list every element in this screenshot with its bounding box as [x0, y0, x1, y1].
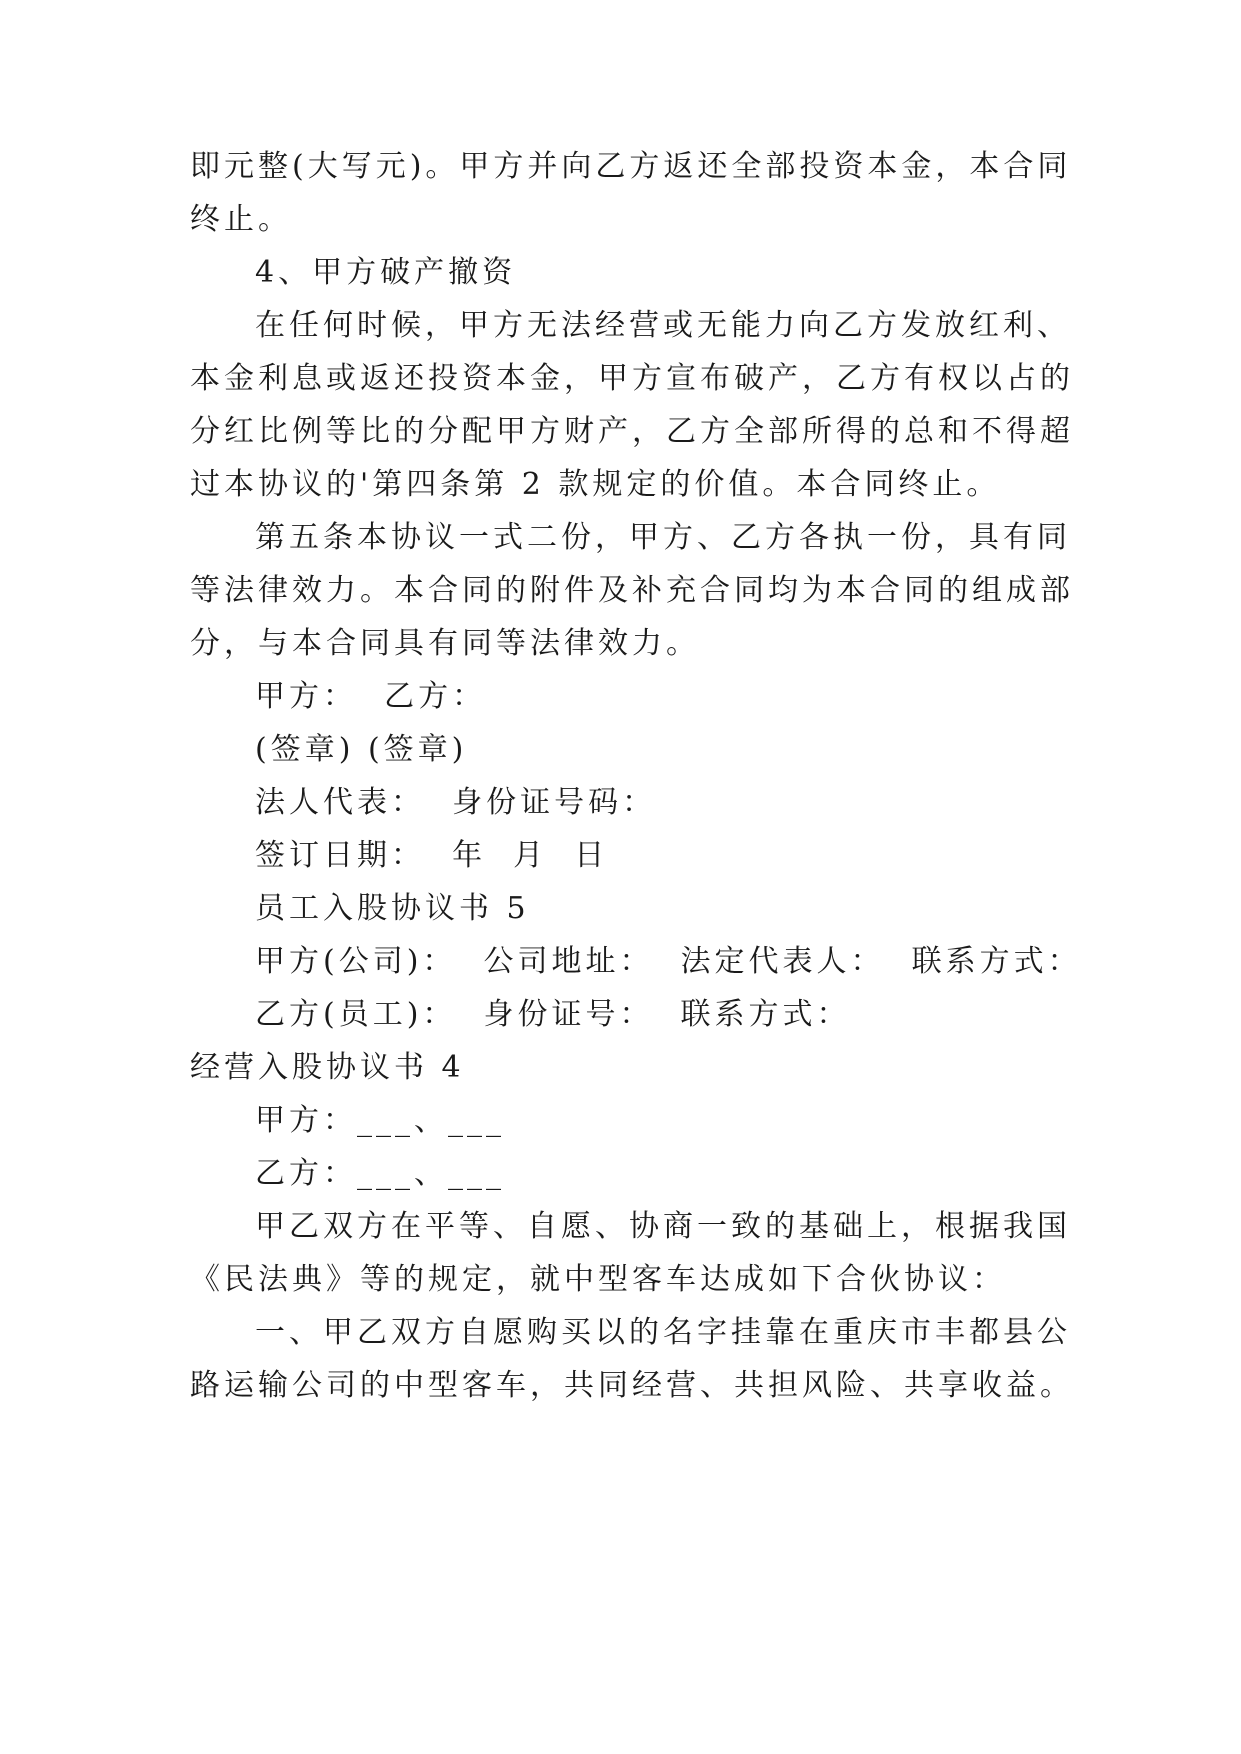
party-b-line: 乙方：___、___: [255, 1156, 505, 1191]
text-line: 即元整(大写元)。甲方并向乙方返还全部投资本金，本合同: [190, 149, 1072, 184]
text-line: 等法律效力。本合同的附件及补充合同均为本合同的组成部: [190, 573, 1074, 608]
signature-representative: 法人代表： 身份证号码：: [255, 785, 657, 820]
document-title: 员工入股协议书 5: [255, 891, 530, 926]
text-line: 《民法典》等的规定，就中型客车达成如下合伙协议：: [190, 1262, 1006, 1297]
section-heading: 4、甲方破产撤资: [255, 255, 517, 290]
party-a-line: 甲方：___、___: [255, 1103, 505, 1138]
text-line: 第五条本协议一式二份，甲方、乙方各执一份，具有同: [255, 520, 1071, 555]
signature-parties: 甲方： 乙方：: [255, 679, 487, 714]
party-a-info: 甲方(公司)： 公司地址： 法定代表人： 联系方式：: [255, 944, 1082, 979]
text-line: 一、甲乙双方自愿购买以的名字挂靠在重庆市丰都县公: [255, 1315, 1071, 1350]
text-line: 路运输公司的中型客车，共同经营、共担风险、共享收益。: [190, 1368, 1074, 1403]
text-line: 甲乙双方在平等、自愿、协商一致的基础上，根据我国: [255, 1209, 1071, 1244]
text-line: 分红比例等比的分配甲方财产，乙方全部所得的总和不得超: [190, 414, 1074, 449]
text-line: 本金利息或返还投资本金，甲方宣布破产，乙方有权以占的: [190, 361, 1074, 396]
document-title: 经营入股协议书 4: [190, 1050, 465, 1085]
party-b-info: 乙方(员工)： 身份证号： 联系方式：: [255, 997, 851, 1032]
text-line: 终止。: [190, 202, 292, 237]
signature-date: 签订日期： 年 月 日: [255, 838, 609, 873]
text-line: 分，与本合同具有同等法律效力。: [190, 626, 700, 661]
signature-seal: (签章) (签章): [255, 732, 468, 767]
text-line: 在任何时候，甲方无法经营或无能力向乙方发放红利、: [255, 308, 1071, 343]
text-line: 过本协议的'第四条第 2 款规定的价值。本合同终止。: [190, 467, 1001, 502]
